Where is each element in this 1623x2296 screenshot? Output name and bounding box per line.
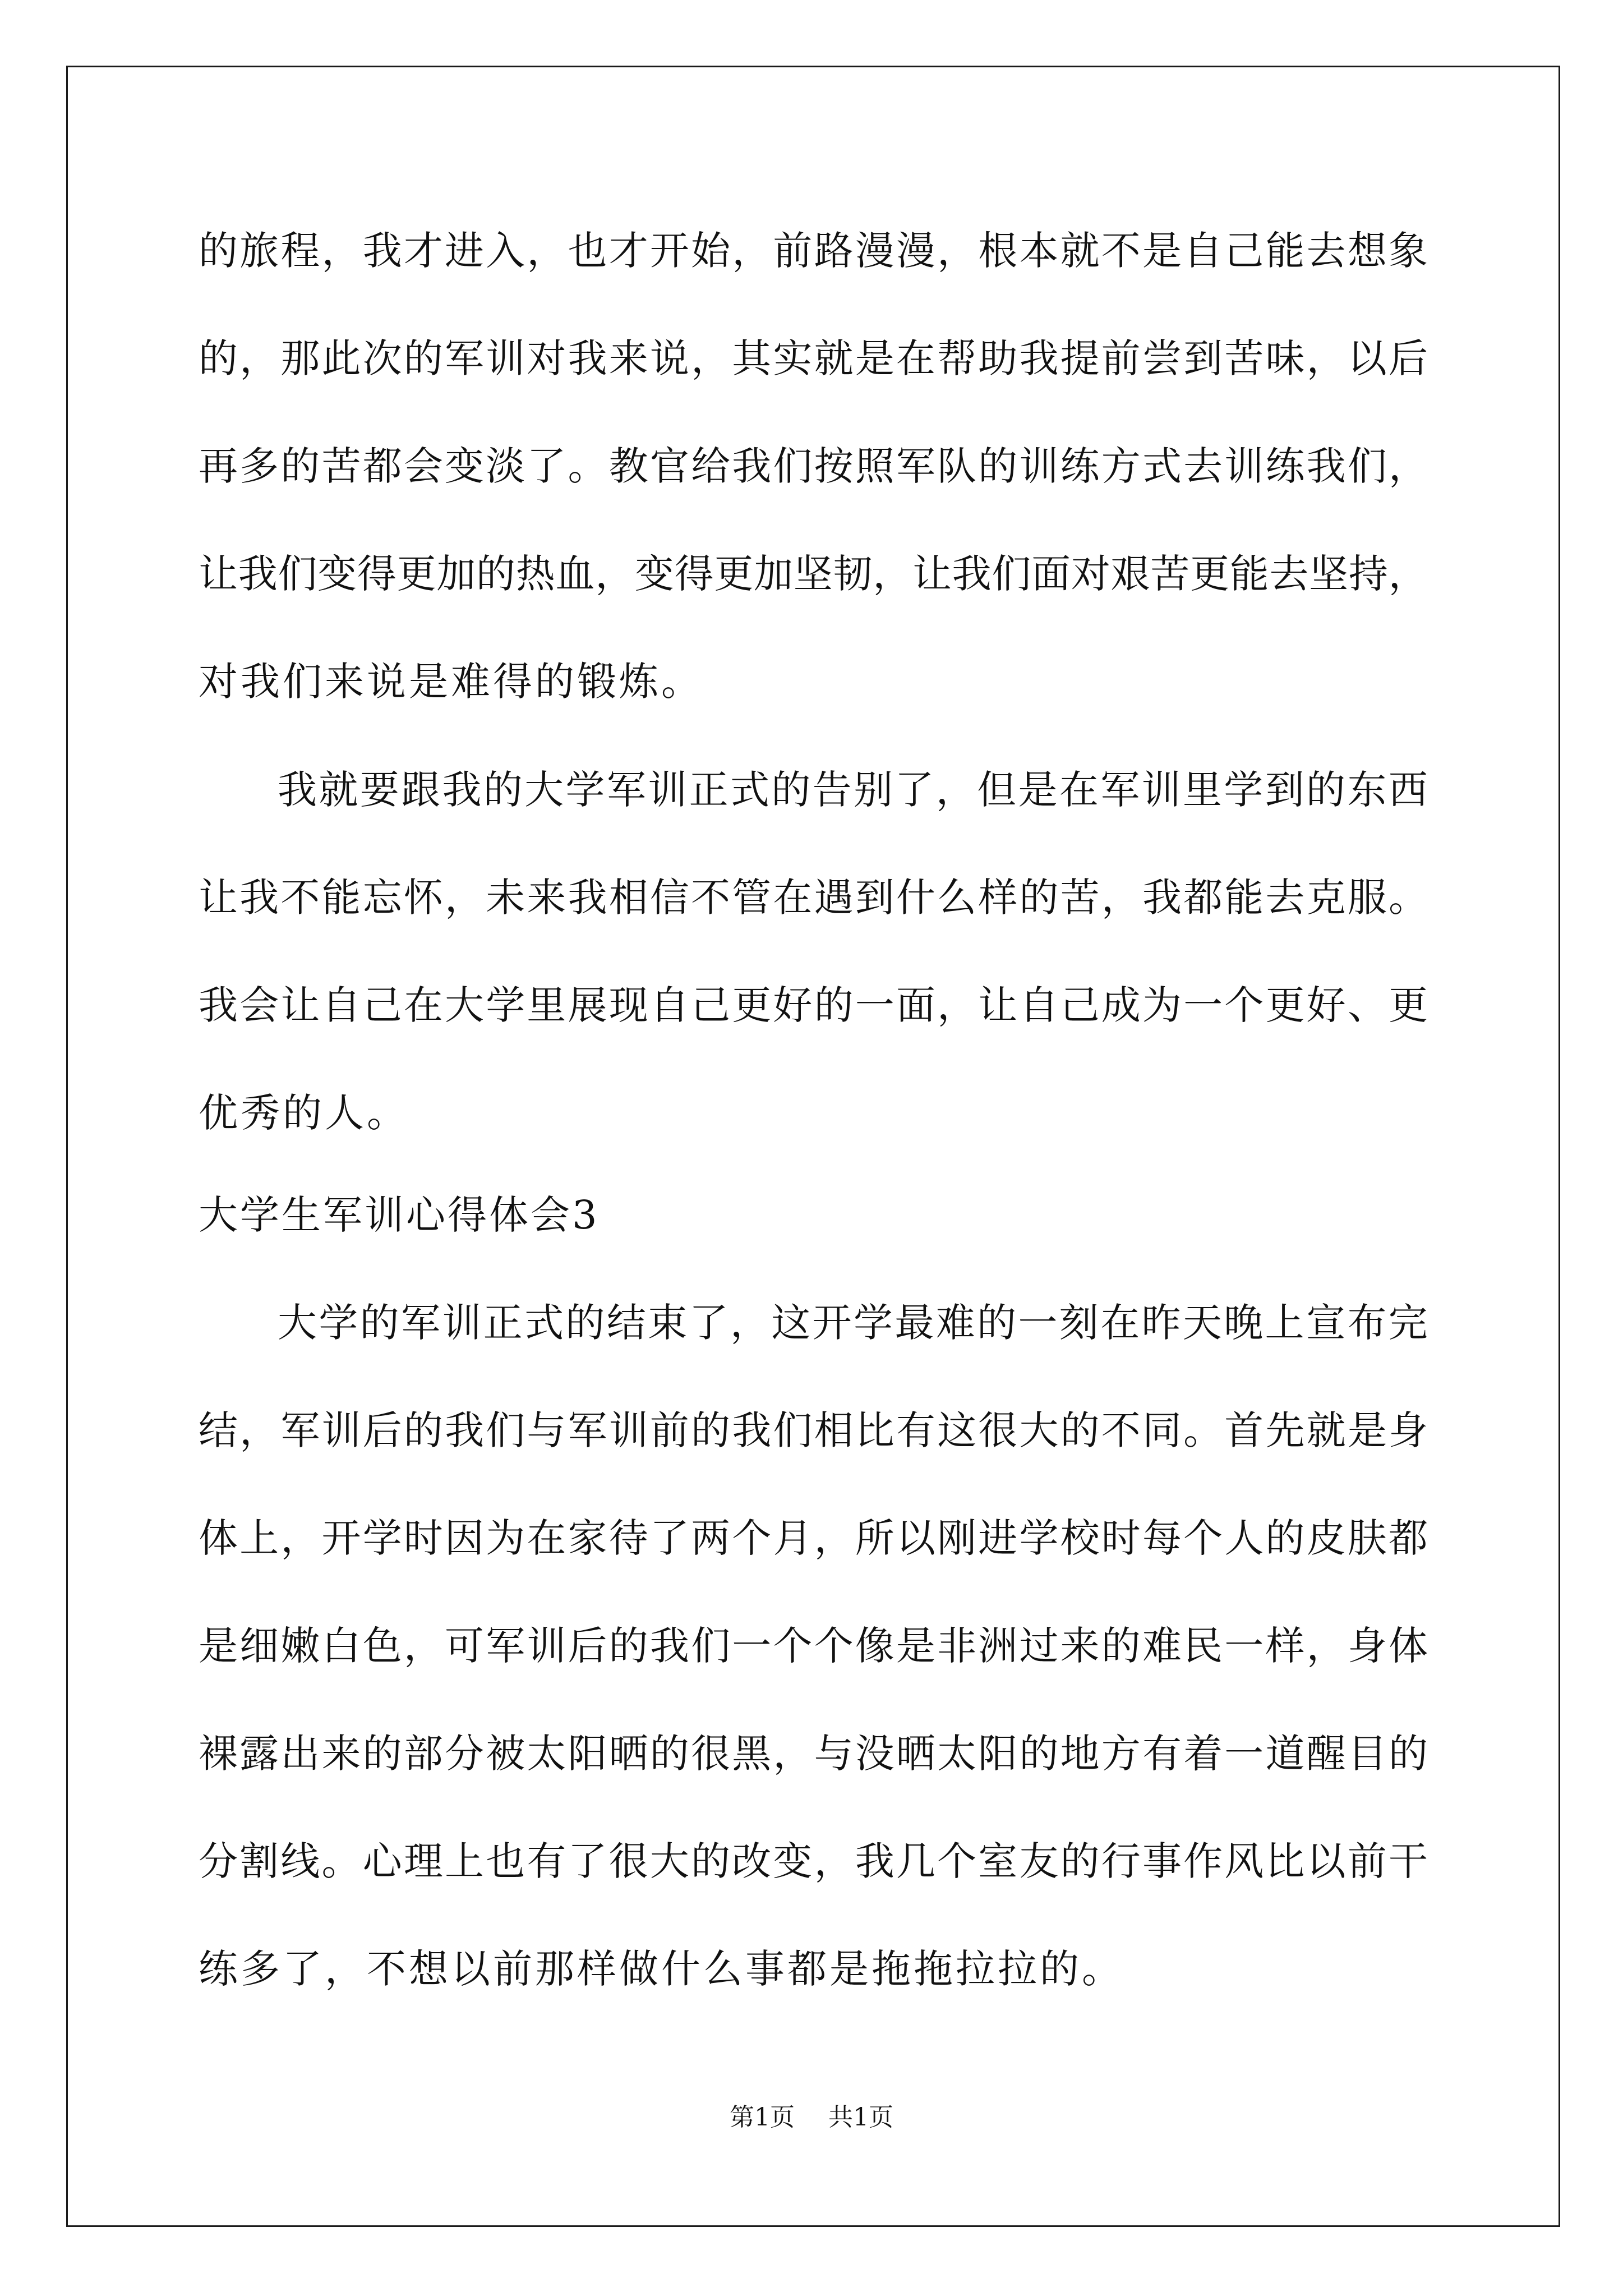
text-line: 大 学 的 军 训 正 式 的 结 束 了 ， 这 开 学 最 难 的 一 刻 在 昨 天 晚 上 宣 布 完	[278, 1300, 1428, 1346]
text-line: 优秀的人。	[199, 1090, 409, 1136]
text-line: 对我们来说是难得的锻炼。	[199, 659, 703, 705]
text-line: 的 旅 程 ， 我 才 进 入 ， 也 才 开 始 ， 前 路 漫 漫 ， 根 本 就 不 是 自 己 能 去 想 象	[199, 228, 1428, 274]
page-footer	[0, 2105, 1623, 2130]
text-line: 的 ， 那 此 次 的 军 训 对 我 来 说 ， 其 实 就 是 在 帮 助 我 提 前 尝 到 苦 味 ， 以 后	[199, 335, 1428, 381]
page-number: 第1页	[730, 2103, 795, 2132]
text-line: 我 就 要 跟 我 的 大 学 军 训 正 式 的 告 别 了 ， 但 是 在 军 训 里 学 到 的 东 西	[278, 767, 1428, 813]
text-line: 分 割 线 。 心 理 上 也 有 了 很 大 的 改 变 ， 我 几 个 室 友 的 行 事 作 风 比 以 前 干	[199, 1838, 1428, 1884]
text-line: 让 我 们 变 得 更 加 的 热 血 ， 变 得 更 加 坚 韧 ， 让 我 们 面 对 艰 苦 更 能 去 坚 持 ，	[199, 551, 1428, 597]
page-total: 共1页	[828, 2103, 893, 2132]
text-line: 体 上 ， 开 学 时 因 为 在 家 待 了 两 个 月 ， 所 以 刚 进 学 校 时 每 个 人 的 皮 肤 都	[199, 1515, 1428, 1561]
text-line: 让 我 不 能 忘 怀 ， 未 来 我 相 信 不 管 在 遇 到 什 么 样 的 苦 ， 我 都 能 去 克 服 。	[199, 875, 1428, 921]
page-border	[66, 66, 1560, 2227]
text-line: 再 多 的 苦 都 会 变 淡 了 。 教 官 给 我 们 按 照 军 队 的 训 练 方 式 去 训 练 我 们 ，	[199, 443, 1428, 489]
text-line: 裸 露 出 来 的 部 分 被 太 阳 晒 的 很 黑 ， 与 没 晒 太 阳 的 地 方 有 着 一 道 醒 目 的	[199, 1731, 1428, 1777]
text-line: 是 细 嫩 白 色 ， 可 军 训 后 的 我 们 一 个 个 像 是 非 洲 过 来 的 难 民 一 样 ， 身 体	[199, 1623, 1428, 1669]
text-line: 我 会 让 自 己 在 大 学 里 展 现 自 己 更 好 的 一 面 ， 让 自 己 成 为 一 个 更 好 、 更	[199, 982, 1428, 1028]
section-heading: 大学生军训心得体会3	[199, 1192, 600, 1238]
text-line: 练多了，不想以前那样做什么事都是拖拖拉拉的。	[199, 1946, 1124, 1992]
text-line: 结 ， 军 训 后 的 我 们 与 军 训 前 的 我 们 相 比 有 这 很 大 的 不 同 。 首 先 就 是 身	[199, 1407, 1428, 1453]
